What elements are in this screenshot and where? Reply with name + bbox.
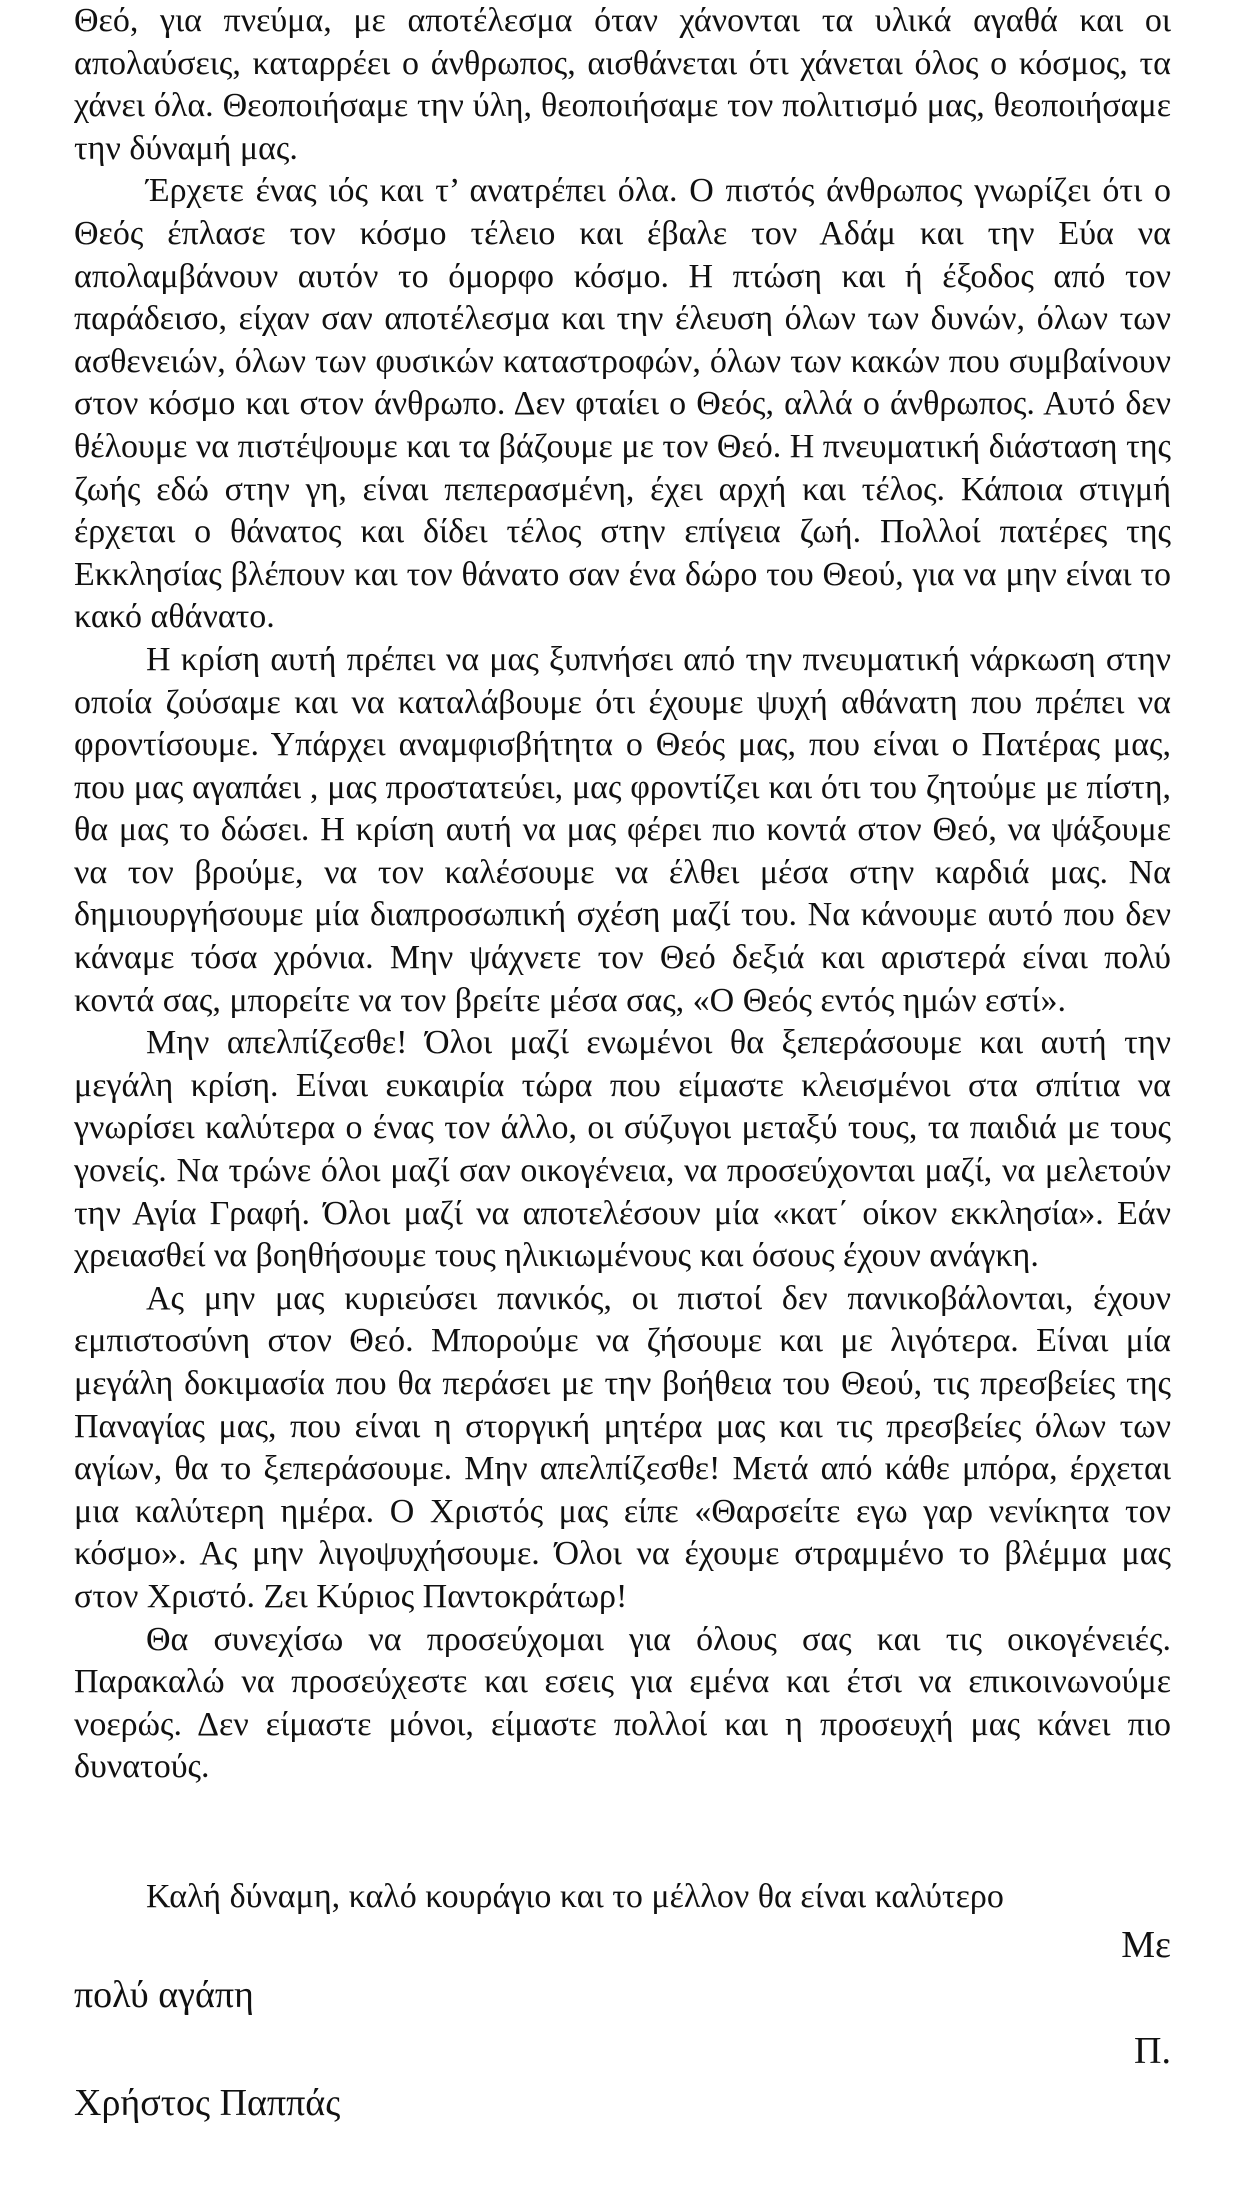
signature-title: Π. <box>1134 2030 1171 2072</box>
paragraph-5: Ας μην μας κυριεύσει πανικός, οι πιστοί δεν πανικοβάλονται, έχουν εμπιστοσύνη στον Θεό. Μπορούμε να ζήσουμε και με λιγότερα. Είναι μία μεγάλη δοκιμασία που θα περάσει με την βοήθεια του Θεού, τις πρεσβείες της Παναγίας μας, που είναι η στοργική μητέρα μας και τις πρεσβείες όλων των αγίων, θα το ξεπεράσουμε. Μην απελπίζεσθε! Μετά από κάθε μπόρα, έρχεται μια καλύτερη ημέρα. Ο Χριστός μας είπε «Θαρσείτε εγω γαρ νενίκητα τον κόσμο». Ας μην λιγοψυχήσουμε. Όλοι να έχουμε στραμμένο το βλέμμα μας στον Χριστό. Ζει Κύριος Παντοκράτωρ! <box>74 1279 1171 1615</box>
paragraph-1: Θεό, για πνεύμα, με αποτέλεσμα όταν χάνονται τα υλικά αγαθά και οι απολαύσεις, καταρρέει ο άνθρωπος, αισθάνεται ότι χάνεται όλος ο κόσμος, τα χάνει όλα. Θεοποιήσαμε την ύλη, θεοποιήσαμε τον πολιτισμό μας, θεοποιήσαμε την δύναμή μας. <box>74 2 1171 167</box>
paragraph-3: Η κρίση αυτή πρέπει να μας ξυπνήσει από την πνευματική νάρκωση στην οποία ζούσαμε και να καταλάβουμε ότι έχουμε ψυχή αθάνατη που πρέπει να φροντίσουμε. Υπάρχει αναμφισβήτητα ο Θεός μας, που είναι ο Πατέρας μας, που μας αγαπάει , μας προστατεύει, μας φροντίζει και ότι του ζητούμε με πίστη, θα μας το δώσει. Η κρίση αυτή να μας φέρει πιο κοντά στον Θεό, να ψάξουμε να τον βρούμε, να τον καλέσουμε να έλθει μέσα στην καρδιά μας. Να δημιουργήσουμε μία διαπροσωπική σχέση μαζί του. Να κάνουμε αυτό που δεν κάναμε τόσα χρόνια. Μην ψάχνετε τον Θεό δεξιά και αριστερά είναι πολύ κοντά σας, μπορείτε να τον βρείτε μέσα σας, «Ο Θεός εντός ημών εστί». <box>74 640 1171 1019</box>
paragraph-2: Έρχετε ένας ιός και τ’ ανατρέπει όλα. Ο πιστός άνθρωπος γνωρίζει ότι ο Θεός έπλασε τον κόσμο τέλειο και έβαλε τον Αδάμ και την Εύα να απολαμβάνουν αυτόν το όμορφο κόσμο. Η πτώση και ή έξοδος από τον παράδεισο, είχαν σαν αποτέλεσμα και την έλευση όλων των δυνών, όλων των ασθενειών, όλων των φυσικών καταστροφών, όλων των κακών που συμβαίνουν στον κόσμο και στον άνθρωπο. Δεν φταίει ο Θεός, αλλά ο άνθρωπος. Αυτό δεν θέλουμε να πιστέψουμε και τα βάζουμε με τον Θεό. Η πνευματική διάσταση της ζωής εδώ στην γη, είναι πεπερασμένη, έχει αρχή και τέλος. Κάποια στιγμή έρχεται ο θάνατος και δίδει τέλος στην επίγεια ζωή. Πολλοί πατέρες της Εκκλησίας βλέπουν και τον θάνατο σαν ένα δώρο του Θεού, για να μην είναι το κακό αθάνατο. <box>74 172 1171 636</box>
signature-name: Χρήστος Παππάς <box>74 2082 341 2124</box>
paragraph-4: Μην απελπίζεσθε! Όλοι μαζί ενωμένοι θα ξεπεράσουμε και αυτή την μεγάλη κρίση. Είναι ευκαιρία τώρα που είμαστε κλεισμένοι στα σπίτια να γνωρίσει καλύτερα ο ένας τον άλλο, οι σύζυγοι μεταξύ τους, τα παιδιά με τους γονείς. Να τρώνε όλοι μαζί σαν οικογένεια, να προσεύχονται μαζί, να μελετούν την Αγία Γραφή. Όλοι μαζί να αποτελέσουν μία «κατ΄ οίκον εκκλησία». Εάν χρειασθεί να βοηθήσουμε τους ηλικιωμένους και όσους έχουν ανάγκη. <box>74 1024 1171 1275</box>
paragraph-6: Θα συνεχίσω να προσεύχομαι για όλους σας και τις οικογένειές. Παρακαλώ να προσεύχεστε και εσεις για εμένα και έτσι να επικοινωνούμε νοερώς. Δεν είμαστε μόνοι, είμαστε πολλοί και η προσευχή μας κάνει πιο δυνατούς. <box>74 1620 1171 1786</box>
closing-line: Καλή δύναμη, καλό κουράγιο και το μέλλον θα είναι καλύτερο <box>146 1878 1004 1915</box>
signature-greeting-end: πολύ αγάπη <box>74 1974 254 2016</box>
letter-body <box>74 0 1171 1789</box>
signature-greeting-start: Με <box>1121 1924 1171 1966</box>
